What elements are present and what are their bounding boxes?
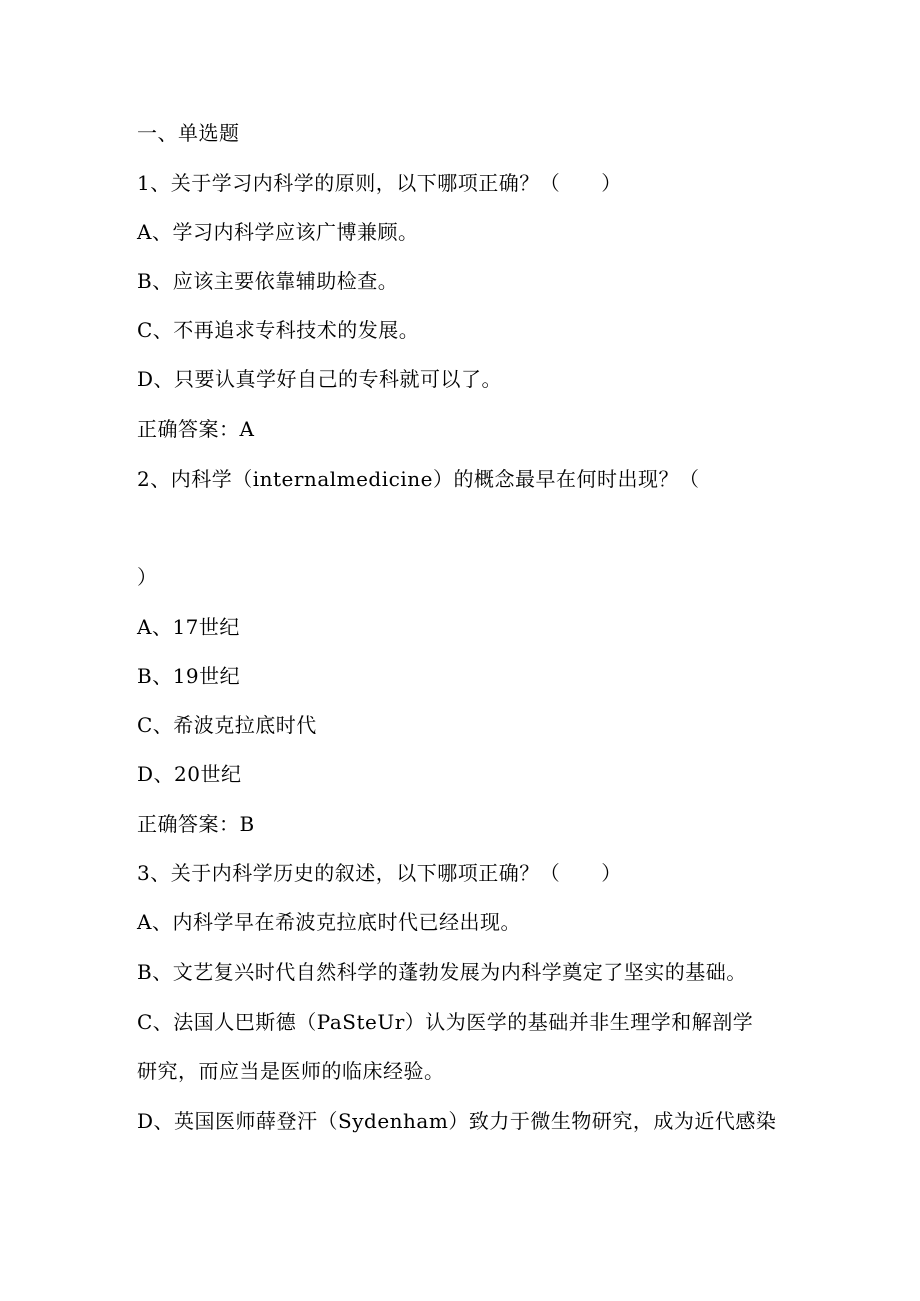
question-1-option-c: C、不再追求专科技术的发展。: [137, 318, 420, 342]
question-2-option-d: D、20世纪: [137, 762, 242, 786]
question-3-stem: 3、关于内科学历史的叙述，以下哪项正确？（ ）: [137, 861, 622, 885]
question-2-answer: 正确答案：B: [137, 812, 255, 836]
question-3-option-c: C、法国人巴斯德（PaSteUr）认为医学的基础并非生理学和解剖学: [137, 1010, 754, 1034]
question-1-option-a: A、学习内科学应该广博兼顾。: [137, 220, 419, 244]
question-3-option-c-cont: 研究，而应当是医师的临床经验。: [137, 1059, 445, 1083]
question-2-option-a: A、17世纪: [137, 615, 240, 639]
question-1-option-b: B、应该主要依靠辅助检查。: [137, 269, 399, 293]
question-1-answer: 正确答案：A: [137, 417, 255, 441]
question-2-stem: 2、内科学（internalmedicine）的概念最早在何时出现？（: [137, 467, 700, 491]
question-1-stem: 1、关于学习内科学的原则，以下哪项正确？（ ）: [137, 171, 622, 195]
question-2-option-b: B、19世纪: [137, 664, 241, 688]
section-title: 一、单选题: [137, 121, 240, 145]
question-3-option-a: A、内科学早在希波克拉底时代已经出现。: [137, 910, 521, 934]
question-1-option-d: D、只要认真学好自己的专科就可以了。: [137, 367, 503, 391]
question-3-option-b: B、文艺复兴时代自然科学的蓬勃发展为内科学奠定了坚实的基础。: [137, 960, 747, 984]
question-2-stem-cont: ）: [137, 565, 158, 589]
question-3-option-d: D、英国医师薛登汗（Sydenham）致力于微生物研究，成为近代感染: [137, 1109, 777, 1133]
question-2-option-c: C、希波克拉底时代: [137, 713, 317, 737]
